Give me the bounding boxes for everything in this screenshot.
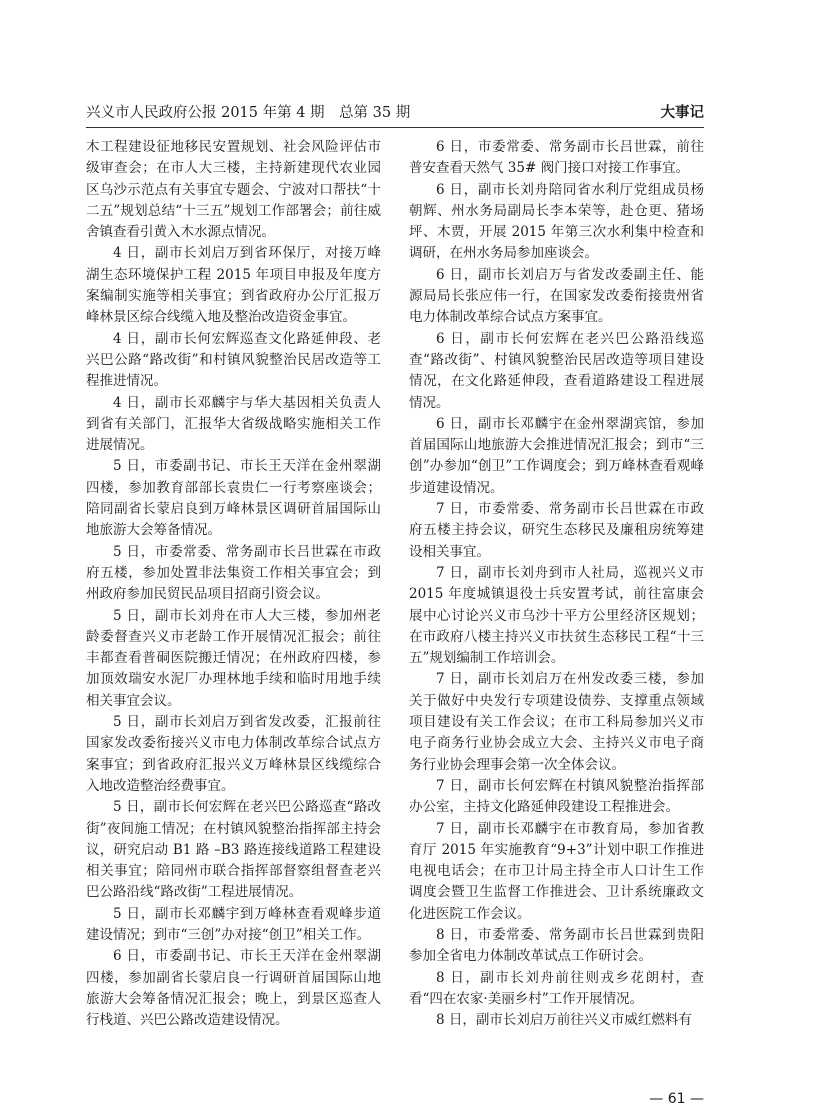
paragraph: 6 日，副市长刘启万与省发改委副主任、能源局局长张应伟一行，在国家发改委衔接贵州省电力体制改革综合试点方案事宜。 [409,266,704,326]
paragraph: 6 日，副市长何宏辉在老兴巴公路沿线巡查“路改街”、村镇风貌整治民居改造等项目建设情况，在文化路延伸段，查看道路建设工程进展情况。 [409,330,704,411]
paragraph: 8 日，副市长刘舟前往则戎乡花朗村，查看“四在农家·美丽乡村”工作开展情况。 [409,969,704,1007]
paragraph: 7 日，副市长邓麟宇在市教育局，参加省教育厅 2015 年实施教育“9+3”计划中职工作推进电视电话会；在市卫计局主持全市人口计生工作调度会暨卫生监督工作推进会、卫计系统廉政文化进医院工作会议。 [409,820,704,922]
running-header [86,102,704,124]
header-rule [86,127,704,128]
paragraph: 4 日，副市长邓麟宇与华大基因相关负责人到省有关部门，汇报华大省级战略实施相关工作进展情况。 [86,394,381,454]
paragraph: 5 日，市委副书记、市长王天洋在金州翠湖四楼，参加教育部部长袁贵仁一行考察座谈会；陪同副省长蒙启良到万峰林景区调研首届国际山地旅游大会筹备情况。 [86,458,381,539]
paragraph: 7 日，副市长刘启万在州发改委三楼，参加关于做好中央发行专项建设债券、支撑重点领域项目建设有关工作会议；在市工科局参加兴义市电子商务行业协会成立大会、主持兴义市电子商务行业协会理事会第一次全体会议。 [409,671,704,773]
paragraph: 4 日，副市长何宏辉巡查文化路延伸段、老兴巴公路“路改街”和村镇风貌整治民居改造等工程推进情况。 [86,330,381,390]
paragraph: 5 日，副市长邓麟宇到万峰林查看观峰步道建设情况；到市“三创”办对接“创卫”相关工作。 [86,905,381,943]
paragraph: 8 日，副市长刘启万前往兴义市威红燃料有 [436,1012,692,1029]
paragraph: 7 日，副市长何宏辉在村镇风貌整治指挥部办公室，主持文化路延伸段建设工程推进会。 [409,777,704,816]
paragraph: 木工程建设征地移民安置规划、社会风险评估市级审查会；在市人大三楼，主持新建现代农业园区乌沙示范点有关事宜专题会、宁波对口帮扶“十二五”规划总结“十三五”规划工作部署会；前往威舍镇查看引黄入木水源点情况。 [86,139,381,241]
publication-title: 兴义市人民政府公报 2015 年第 4 期 总第 35 期 [86,105,411,121]
paragraph: 6 日，市委常委、常务副市长吕世霖，前往普安查看天然气 35# 阀门接口对接工作事宜。 [409,139,704,177]
right-column [409,137,704,1077]
paragraph: 5 日，副市长刘启万到省发改委，汇报前往国家发改委衔接兴义市电力体制改革综合试点方案事宜；到省政府汇报兴义万峰林景区线缆综合入地改造整治经费事宜。 [86,714,381,794]
paragraph: 5 日，市委常委、常务副市长吕世霖在市政府五楼，参加处置非法集资工作相关事宜会；到州政府参加民贸民品项目招商引资会议。 [86,543,381,603]
paragraph: 5 日，副市长何宏辉在老兴巴公路巡查“路改街”夜间施工情况；在村镇风貌整治指挥部主持会议，研究启动 B1 路 –B3 路连接线道路工程建设相关事宜；陪同州市联合指挥部督察组督查老兴巴公路沿线“路改街”工程进展情况。 [86,799,381,901]
paragraph: 5 日，副市长刘舟在市人大三楼，参加州老龄委督查兴义市老龄工作开展情况汇报会；前往丰都查看普硐医院搬迁情况；在州政府四楼，参加顶效瑞安水泥厂办理林地手续和临时用地手续相关事宜会议。 [86,607,381,709]
paragraph: 7 日，副市长刘舟到市人社局，巡视兴义市 2015 年度城镇退役士兵安置考试，前往富康会展中心讨论兴义市乌沙十平方公里经济区规划；在市政府八楼主持兴义市扶贫生态移民工程“十三五”规划编制工作培训会。 [409,564,704,667]
left-column [86,137,381,1077]
paragraph: 6 日，副市长邓麟宇在金州翠湖宾馆，参加首届国际山地旅游大会推进情况汇报会；到市“三创”办参加“创卫”工作调度会；到万峰林查看观峰步道建设情况。 [409,415,704,496]
paragraph: 6 日，市委副书记、市长王天洋在金州翠湖四楼，参加副省长蒙启良一行调研首届国际山地旅游大会筹备情况汇报会；晚上，到景区巡查人行栈道、兴巴公路改造建设情况。 [86,948,381,1029]
paragraph: 6 日，副市长刘舟陪同省水利厅党组成员杨朝辉、州水务局副局长李本荣等，赴仓更、猪场坪、木贾，开展 2015 年第三次水利集中检查和调研，在州水务局参加座谈会。 [409,181,704,262]
page-number: — 61 — [649,1091,704,1107]
paragraph: 4 日，副市长刘启万到省环保厅，对接万峰湖生态环境保护工程 2015 年项目申报及年度方案编制实施等相关事宜；到省政府办公厅汇报万峰林景区综合线缆入地及整治改造资金事宜。 [86,245,381,326]
section-title: 大事记 [660,104,704,121]
paragraph: 7 日，市委常委、常务副市长吕世霖在市政府五楼主持会议，研究生态移民及廉租房统筹建设相关事宜。 [409,501,704,560]
paragraph: 8 日，市委常委、常务副市长吕世霖到贵阳参加全省电力体制改革试点工作研讨会。 [409,926,704,965]
